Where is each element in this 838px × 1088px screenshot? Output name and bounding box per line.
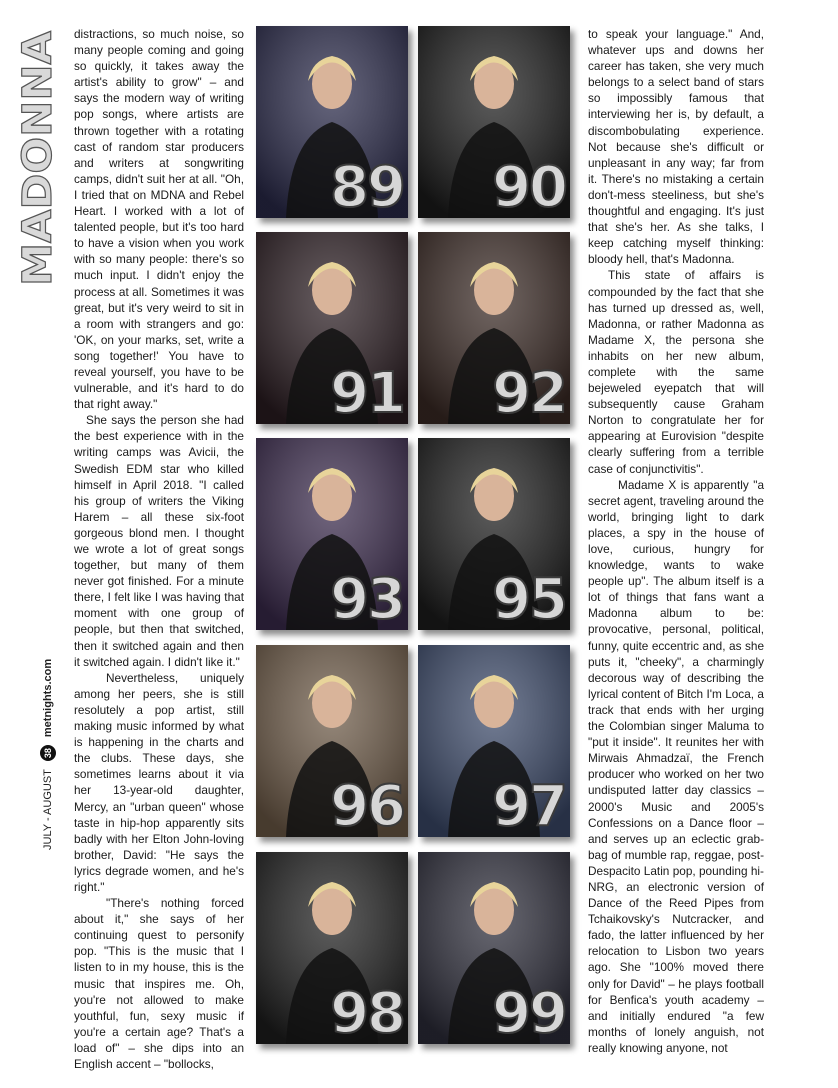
paragraph: distractions, so much noise, so many people coming and going so quickly, it takes away the artist's ability to grow" – and says the modern way of writing pop songs, where artists are thrown together with a rotating cast of random star producers and writers at songwriting camps, didn't suit her at all. "Oh, I tried that on MDNA and Rebel Heart. I worked with a lot of talented people, but it's too hard to have a vision when you work with so many people: there's so much input. I didn't enjoy the process at all. Sometimes it was great, but it's very weird to sit in a room with strangers and go: 'OK, on your marks, set, write a song together!' You have to reveal yourself, you have to be vulnerable, and it's hard to do that right away." (74, 27, 244, 412)
paragraph: She says the person she had the best experience with in the writing camps was Avicii, the Swedish EDM star who killed himself in April 2018. "I called his group of writers the Viking Harem – all these six-foot gorgeous blond men. I thought we wrote a lot of great songs together, but many of them never got finished. For a minute there, I felt like I was having that moment with one group of people, but then that switched, then it switched again and then it switched again. I didn't like it." (74, 413, 244, 669)
photo-year-label: 98 (330, 981, 404, 1046)
photo-year-label: 89 (330, 155, 404, 220)
paragraph: Nevertheless, uniquely among her peers, she is still resolutely a pop artist, still making music informed by what is happening in the charts and the clubs. These days, she sometimes learns about it via her 13-year-old daughter, Mercy, an "urban queen" whose taste in hip-hop apparently sits badly with her Elton John-loving brother, David: "He says the lyrics degrade women, and he's right." (74, 670, 244, 894)
photo-year-label: 95 (492, 567, 566, 632)
article-column-1 (74, 26, 244, 1072)
photo-97 (418, 645, 570, 837)
photo-91 (256, 232, 408, 424)
photo-year-label: 96 (330, 774, 404, 839)
photo-year-label: 99 (492, 981, 566, 1046)
photo-year-label: 97 (492, 774, 566, 839)
photo-95 (418, 438, 570, 630)
photo-96 (256, 645, 408, 837)
photo-98 (256, 852, 408, 1044)
vertical-title-text: MADONNA (15, 50, 61, 286)
photo-year-label: 91 (330, 361, 404, 426)
article-column-2 (588, 26, 764, 1056)
paragraph: Madame X is apparently "a secret agent, traveling around the world, bringing light to dark places, a spy in the house of love, curious, hungry for knowledge, wants to wake people up". The album itself is a lot of things that fans want a Madonna album to be: provocative, personal, political, funny, quite eccentric and, as she puts it, "cheeky", a charmingly decorous way of describing the lyrical content of Bitch I'm Loca, a track that ends with her urging the Colombian singer Maluma to "put it inside". It reunites her with Mirwais Ahmadzaï, the French producer who worked on her two undisputed latter day classics – 2000's Music and 2005's Confessions on a Dance floor – and serves up an eclectic grab-bag of mumble rap, reggae, post-Despacito Latin pop, pounding hi-NRG, an electronic version of Dance of the Reed Pipes from Tchaikovsky's Nutcracker, and fado, the latter influenced by her relocation to Lisbon two years ago. She "100% moved there only for David" – he plays football for Benfica's youth academy – and initially endured "a few months of lonely anguish, not really knowing anyone, not (588, 477, 764, 1055)
issue-label: JULY - AUGUST (42, 769, 54, 850)
website-label: metnights.com (42, 658, 54, 738)
paragraph: This state of affairs is compounded by the fact that she has turned up dressed as, well, Madonna, or rather Madonna as Madame X, the persona she inhabits on her new album, complete with the same bejeweled eyepatch that will subsequently cause Graham Norton to congratulate her for appearing at Eurovision "despite clearly suffering from a terrible case of conjunctivitis". (588, 268, 764, 476)
page-footer (18, 620, 58, 850)
photo-90 (418, 26, 570, 218)
photo-89 (256, 26, 408, 218)
photo-92 (418, 232, 570, 424)
photo-93 (256, 438, 408, 630)
photo-year-label: 92 (492, 361, 566, 426)
paragraph: "There's nothing forced about it," she says of her continuing quest to personify pop. "This is the music that I listen to in my house, this is the music that inspires me. Oh, you're not allowed to make youthful, fun, sexy music if you're a certain age? That's a load of" – she dips into an English accent – "bollocks, (74, 896, 244, 1071)
page-number: 38 (40, 745, 56, 761)
vertical-title (15, 28, 61, 288)
photo-year-label: 93 (330, 567, 404, 632)
vertical-title-graphic (15, 28, 61, 288)
paragraph: to speak your language." And, whatever ups and downs her career has taken, she very much belongs to a select band of stars so impossibly famous that interviewing her is, by default, a discombobulating experience. Not because she's difficult or unpleasant in any way; far from it. There's no mistaking a certain don't-mess steeliness, but she's thoughtful and engaging. It's just that she's her. As she talks, I keep catching myself thinking: bloody hell, that's Madonna. (588, 27, 764, 267)
photo-99 (418, 852, 570, 1044)
photo-year-label: 90 (492, 155, 566, 220)
